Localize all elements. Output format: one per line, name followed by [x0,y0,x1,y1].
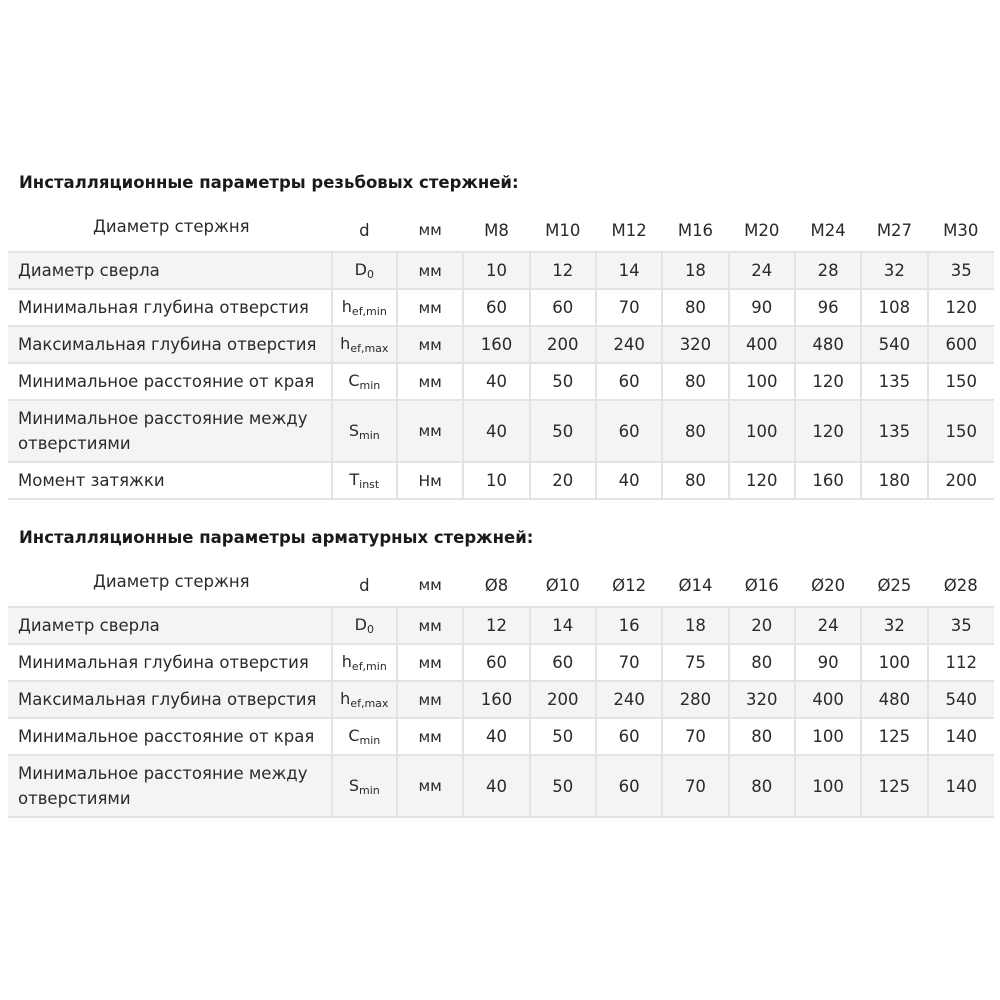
table-cell: 80 [729,644,795,681]
row-unit: мм [397,326,463,363]
table-cell: 70 [596,289,662,326]
table-cell: 96 [795,289,861,326]
threaded-rods-table [8,209,994,500]
table-cell: 180 [861,462,927,499]
table-cell: 480 [795,326,861,363]
column-header-size: M24 [810,220,846,240]
table-cell: 120 [795,363,861,400]
row-symbol: $h_{ef,min}$ [332,644,397,681]
column-header-size: M20 [744,220,780,240]
row-label: Минимальное расстояние между отверстиями [8,400,332,462]
table-cell: 10 [463,252,529,289]
table-cell: 70 [596,644,662,681]
table-cell: 14 [596,252,662,289]
column-header-size: Ø16 [744,575,779,595]
row-unit: мм [397,400,463,462]
column-header-size: Ø10 [545,575,580,595]
row-label: Диаметр сверла [8,607,332,644]
table-row-min-hole-spacing [8,755,994,817]
table-cell: 112 [928,644,994,681]
table-cell: 40 [463,363,529,400]
table-cell: 480 [861,681,927,718]
table-cell: 240 [596,681,662,718]
table-cell: 10 [463,462,529,499]
table-cell: 40 [463,718,529,755]
table-cell: 60 [463,289,529,326]
row-unit: мм [397,289,463,326]
table-cell: 60 [463,644,529,681]
row-unit: мм [397,644,463,681]
table-cell: 24 [729,252,795,289]
table-cell: 280 [662,681,728,718]
table-row-max-hole-depth [8,681,994,718]
table-row-drill-diameter [8,607,994,644]
table-cell: 80 [729,718,795,755]
column-header-symbol: d [359,220,370,240]
table-cell: 320 [729,681,795,718]
table-cell: 60 [530,644,596,681]
row-symbol: $C_{min}$ [332,718,397,755]
table-cell: 90 [795,644,861,681]
table-cell: 125 [861,755,927,817]
row-symbol: $h_{ef,max}$ [332,326,397,363]
row-label: Максимальная глубина отверстия [8,681,332,718]
table-cell: 60 [596,400,662,462]
table-cell: 75 [662,644,728,681]
table-cell: 60 [596,718,662,755]
table-header [8,564,994,607]
threaded-rods-title: Инсталляционные параметры резьбовых стержней: [19,173,519,192]
table-row-max-hole-depth [8,326,994,363]
table-cell: 40 [463,400,529,462]
row-symbol: $h_{ef,max}$ [332,681,397,718]
table-cell: 35 [928,252,994,289]
table-row-min-hole-depth [8,644,994,681]
table-row-min-hole-spacing [8,400,994,462]
table-cell: 400 [795,681,861,718]
row-unit: мм [397,363,463,400]
table-cell: 90 [729,289,795,326]
table-row-min-edge-distance [8,363,994,400]
table-cell: 100 [729,363,795,400]
row-label: Минимальная глубина отверстия [8,289,332,326]
column-header-size: Ø20 [811,575,846,595]
table-cell: 108 [861,289,927,326]
table-cell: 320 [662,326,728,363]
table-cell: 100 [795,755,861,817]
row-symbol: $T_{inst}$ [332,462,397,499]
table-cell: 540 [928,681,994,718]
table-cell: 100 [729,400,795,462]
table-row-torque [8,462,994,499]
table-cell: 135 [861,363,927,400]
table-cell: 540 [861,326,927,363]
table-header [8,209,994,252]
table-cell: 120 [795,400,861,462]
table-cell: 80 [662,363,728,400]
row-unit: мм [397,681,463,718]
row-label: Диаметр сверла [8,252,332,289]
column-header-size: M27 [876,220,913,240]
table-cell: 18 [662,252,728,289]
table-cell: 50 [530,363,596,400]
table-cell: 16 [596,607,662,644]
table-cell: 60 [596,363,662,400]
row-symbol: $S_{min}$ [332,400,397,462]
column-header-size: M10 [545,220,581,240]
column-header-size: M8 [484,220,509,240]
table-cell: 200 [928,462,994,499]
row-unit: мм [397,607,463,644]
table-cell: 150 [928,363,994,400]
table-cell: 35 [928,607,994,644]
table-cell: 600 [928,326,994,363]
table-cell: 20 [729,607,795,644]
table-cell: 14 [530,607,596,644]
column-header-size: M12 [611,220,647,240]
table-cell: 80 [662,462,728,499]
row-symbol: $D_0$ [332,252,397,289]
row-unit: мм [397,755,463,817]
row-label: Момент затяжки [8,462,332,499]
table-cell: 80 [662,400,728,462]
column-header-unit: мм [418,221,442,239]
column-header-size: Ø14 [678,575,713,595]
table-cell: 200 [530,681,596,718]
table-cell: 60 [530,289,596,326]
table-cell: 80 [662,289,728,326]
row-unit: Нм [397,462,463,499]
column-header-size: Ø12 [612,575,647,595]
row-label: Минимальная глубина отверстия [8,644,332,681]
row-unit: мм [397,252,463,289]
table-cell: 135 [861,400,927,462]
row-label: Минимальное расстояние от края [8,718,332,755]
column-header-size: M16 [677,220,714,240]
table-cell: 150 [928,400,994,462]
row-unit: мм [397,718,463,755]
table-cell: 50 [530,718,596,755]
table-cell: 20 [530,462,596,499]
table-cell: 160 [463,681,529,718]
column-header-size: M30 [943,220,979,240]
table-cell: 100 [795,718,861,755]
table-cell: 50 [530,400,596,462]
table-cell: 100 [861,644,927,681]
column-header-size: Ø28 [943,575,978,595]
table-cell: 12 [530,252,596,289]
table-cell: 50 [530,755,596,817]
table-row-min-edge-distance [8,718,994,755]
table-cell: 70 [662,755,728,817]
table-cell: 140 [928,718,994,755]
row-label: Минимальное расстояние между отверстиями [8,755,332,817]
table-cell: 200 [530,326,596,363]
table-cell: 40 [596,462,662,499]
row-symbol: $D_0$ [332,607,397,644]
table-cell: 40 [463,755,529,817]
table-cell: 70 [662,718,728,755]
row-label: Максимальная глубина отверстия [8,326,332,363]
table-cell: 32 [861,252,927,289]
table-cell: 60 [596,755,662,817]
table-row-drill-diameter [8,252,994,289]
table-cell: 120 [928,289,994,326]
column-header-unit: мм [418,576,442,594]
table-cell: 32 [861,607,927,644]
table-cell: 80 [729,755,795,817]
table-cell: 400 [729,326,795,363]
table-cell: 160 [795,462,861,499]
row-symbol: $C_{min}$ [332,363,397,400]
row-symbol: $h_{ef,min}$ [332,289,397,326]
table-cell: 160 [463,326,529,363]
table-cell: 240 [596,326,662,363]
table-cell: 120 [729,462,795,499]
row-symbol: $S_{min}$ [332,755,397,817]
column-header-symbol: d [359,575,370,595]
table-cell: 18 [662,607,728,644]
table-cell: 24 [795,607,861,644]
row-label: Минимальное расстояние от края [8,363,332,400]
table-cell: 125 [861,718,927,755]
rebar-title: Инсталляционные параметры арматурных стержней: [19,528,534,547]
table-row-min-hole-depth [8,289,994,326]
rebar-table [8,564,994,818]
table-cell: 140 [928,755,994,817]
column-header-size: Ø25 [877,575,912,595]
table-cell: 28 [795,252,861,289]
column-header-name: Диаметр стержня [93,216,250,236]
column-header-size: Ø8 [484,575,509,595]
table-cell: 12 [463,607,529,644]
column-header-name: Диаметр стержня [93,571,250,591]
